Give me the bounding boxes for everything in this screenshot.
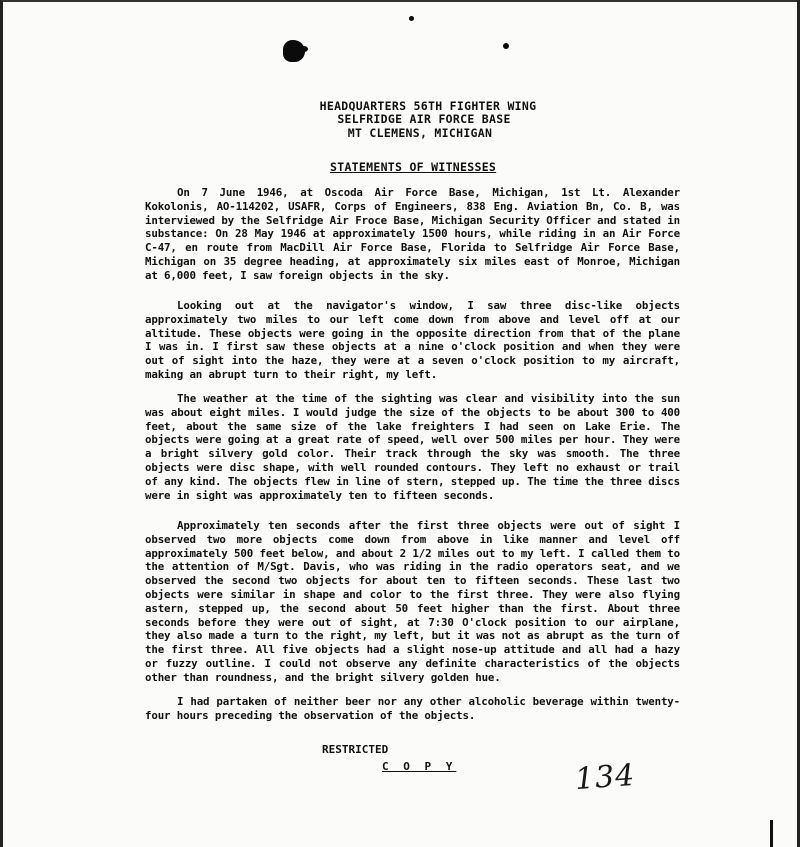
paragraph: Looking out at the navigator's window, I saw three disc-like objects approximately two miles to our left come down from above and level off at our altitude. These objects were going in the opposite direction from that of the plane I was in. I first saw these objects at a nine o'clock position and when they were out of sight into the haze, they were at a seven o'clock position to my aircraft, making an abrupt turn to their right, my left. [145, 299, 680, 381]
handwritten-page-number: 134 [573, 757, 637, 798]
header-line-3: MT CLEMENS, MICHIGAN [347, 126, 493, 140]
section-title: STATEMENTS OF WITNESSES [330, 160, 497, 174]
classification-marking: RESTRICTED [322, 743, 389, 756]
paragraph: Approximately ten seconds after the first three objects were out of sight I observed two more objects come down from above in like manner and level off approximately 500 feet below, and about 2 1/2 miles out to my left. I called them to the attention of M/Sgt. Davis, who was riding in the radio operators seat, and we observed the second two objects for about ten to fifteen seconds. These last two objects were similar in shape and color to the first three. They were also flying astern, stepped up, the second about 50 feet higher than the first. About three seconds before they were out of sight, at 7:30 O'clock position to our airplane, they also made a turn to the right, my left, but it was not as abrupt as the turn of the first three. All five objects had a slight nose-up attitude and all had a hazy or fuzzy outline. I could not observe any definite characteristics of the objects other than roundness, and the bright silvery golden hue. [145, 519, 680, 684]
header-line-2: SELFRIDGE AIR FORCE BASE [337, 112, 511, 126]
ink-dot [409, 16, 414, 21]
paragraph: The weather at the time of the sighting was clear and visibility into the sun was about eight miles. I would judge the size of the objects to be about 300 to 400 feet, about the same size of the lake freighters I had seen on Lake Erie. The objects were going at a great rate of speed, well over 500 miles per hour. They were a bright silvery gold color. Their track through the sky was smooth. The three objects were disc shape, with well rounded contours. They left no exhaust or trail of any kind. The objects flew in line of stern, stepped up. The time the three discs were in sight was approximately ten to fifteen seconds. [145, 392, 680, 502]
ink-dot [503, 43, 509, 49]
paragraph: I had partaken of neither beer nor any other alcoholic beverage within twenty-four hours preceding the observation of the objects. [145, 695, 680, 722]
scan-artifact [770, 820, 773, 847]
copy-label: C O P Y [382, 760, 457, 773]
ink-blot [300, 46, 308, 52]
header-line-1: HEADQUARTERS 56TH FIGHTER WING [319, 99, 537, 113]
paragraph: On 7 June 1946, at Oscoda Air Force Base, Michigan, 1st Lt. Alexander Kokolonis, AO-114202, USAFR, Corps of Engineers, 838 Eng. Aviation Bn, Co. B, was interviewed by the Selfridge Air Froce Base, Michigan Security Officer and stated in substance: On 28 May 1946 at approximately 1500 hours, while riding in an Air Force C-47, en route from MacDill Air Force Base, Florida to Selfridge Air Force Base, Michigan on 35 degree heading, at approximately six miles east of Monroe, Michigan at 6,000 feet, I saw foreign objects in the sky. [145, 186, 680, 282]
